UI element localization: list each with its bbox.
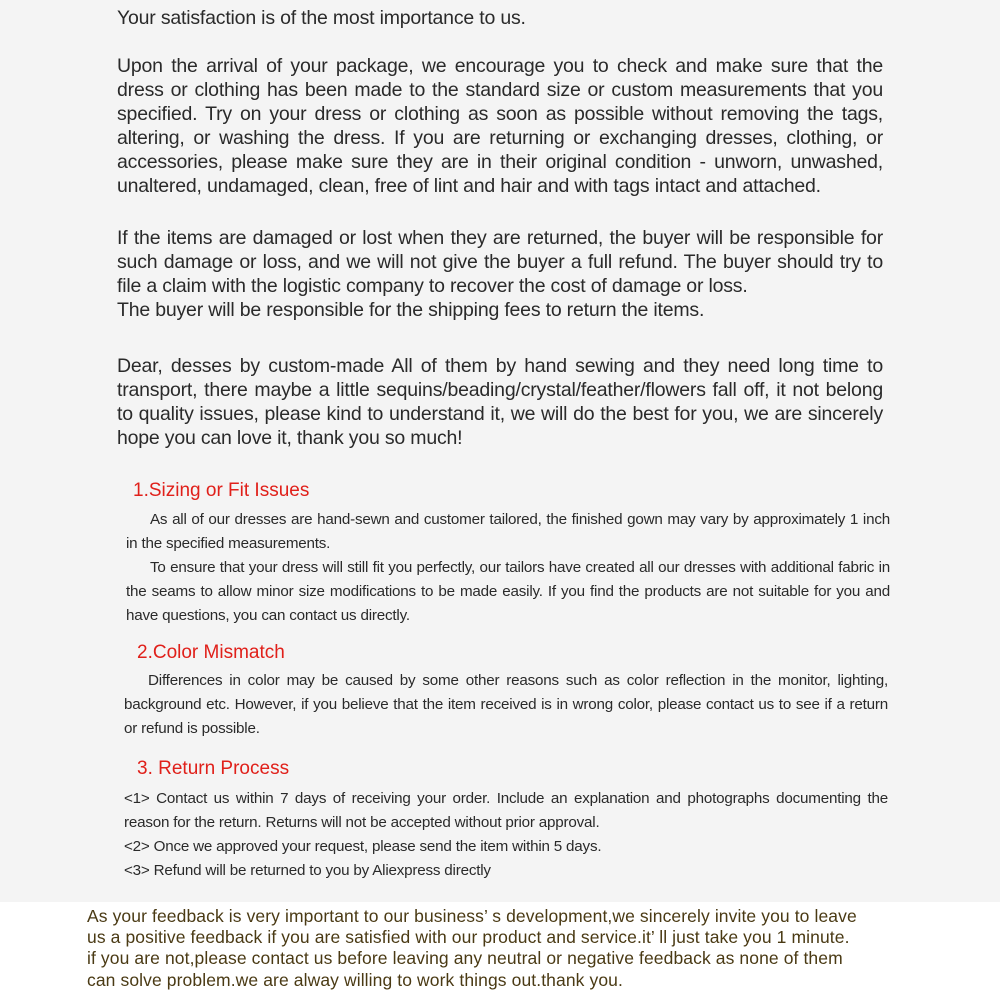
- sizing-paragraph-2: To ensure that your dress will still fit you perfectly, our tailors have created all our dresses with additional fabric in the seams to allow minor size modifications to be made easily. If you find the products are not suitable for you and have questions, you can contact us directly.: [126, 559, 890, 624]
- return-step-3: <3> Refund will be returned to you by Aliexpress directly: [124, 862, 491, 879]
- section-body-returns: [124, 787, 888, 883]
- color-paragraph: Differences in color may be caused by some other reasons such as color reflection in the monitor, lighting, background etc. However, if you believe that the item received is in wrong color, please contact us to see if a return or refund is possible.: [124, 672, 888, 737]
- section-body-color: [124, 669, 888, 741]
- feedback-line-3: if you are not,please contact us before leaving any neutral or negative feedback as none of them: [87, 948, 843, 969]
- section-body-sizing: [126, 508, 890, 628]
- sizing-paragraph-1: As all of our dresses are hand-sewn and customer tailored, the finished gown may vary by approximately 1 inch in the specified measurements.: [126, 511, 890, 552]
- intro-handmade-paragraph: Dear, desses by custom-made All of them by hand sewing and they need long time to transport, there maybe a little sequins/beading/crystal/feather/flowers fall off, it not belong to quality issues, please kind to understand it, we will do the best for you, we are sincerely hope you can love it, thank you so much!: [117, 355, 883, 449]
- feedback-line-2: us a positive feedback if you are satisfied with our product and service.it’ ll just take you 1 minute.: [87, 927, 850, 948]
- feedback-request: [87, 906, 932, 991]
- feedback-line-1: As your feedback is very important to our business’ s development,we sincerely invite you to leave: [87, 906, 857, 926]
- shipping-fee-text: The buyer will be responsible for the shipping fees to return the items.: [117, 299, 705, 321]
- section-title-color: 2.Color Mismatch: [137, 642, 285, 663]
- section-title-sizing: 1.Sizing or Fit Issues: [133, 480, 310, 501]
- return-step-1: <1> Contact us within 7 days of receiving your order. Include an explanation and photographs documenting the reason for the return. Returns will not be accepted without prior approval.: [124, 790, 888, 831]
- section-title-returns: 3. Return Process: [137, 758, 290, 779]
- intro-damage-paragraph: [117, 226, 883, 322]
- intro-inspection-paragraph: Upon the arrival of your package, we encourage you to check and make sure that the dress or clothing has been made to the standard size or custom measurements that you specified. Try on your dress or clothing as soon as possible without removing the tags, altering, or washing the dress. If you are returning or exchanging dresses, clothing, or accessories, please make sure they are in their original condition - unworn, unwashed, unaltered, undamaged, clean, free of lint and hair and with tags intact and attached.: [117, 55, 883, 197]
- feedback-line-4: can solve problem.we are alway willing to work things out.thank you.: [87, 969, 623, 990]
- return-step-2: <2> Once we approved your request, please send the item within 5 days.: [124, 838, 602, 855]
- damage-policy-text: If the items are damaged or lost when they are returned, the buyer will be responsible for such damage or loss, and we will not give the buyer a full refund. The buyer should try to file a claim with the logistic company to recover the cost of damage or loss.: [117, 227, 883, 297]
- intro-satisfaction: Your satisfaction is of the most importance to us.: [117, 7, 526, 29]
